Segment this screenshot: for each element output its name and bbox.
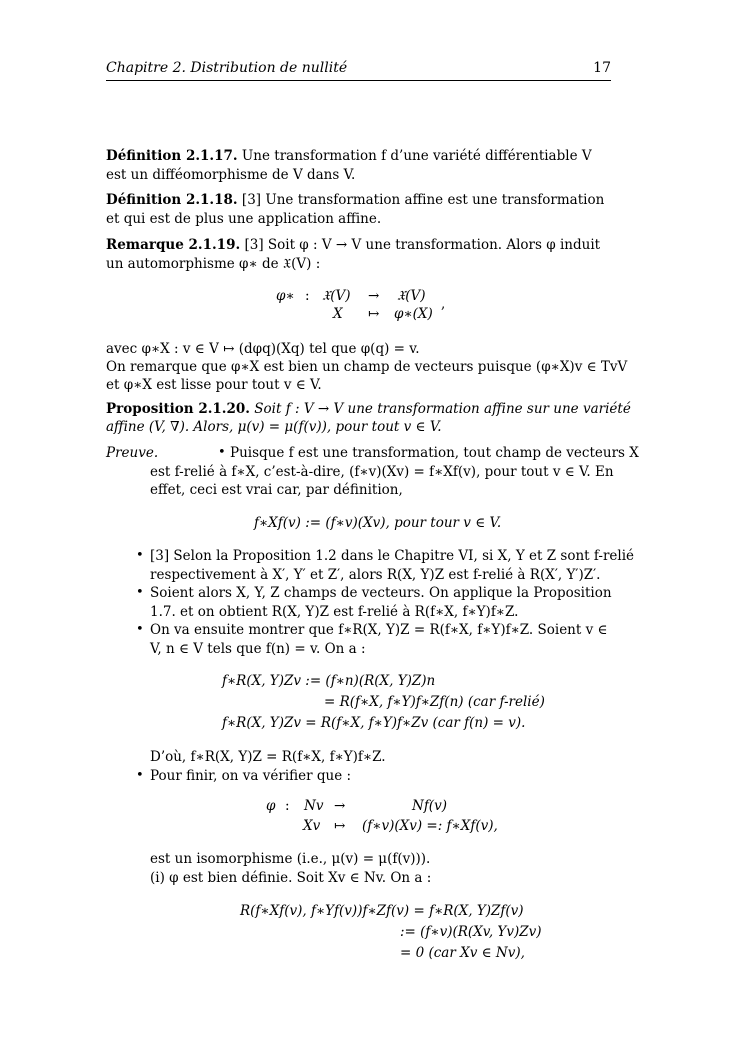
proof-bullet-text: Puisque f est une transformation, tout champ de vecteurs X [230, 445, 639, 461]
proof-bullet-text: Pour finir, on va vérifier que : [150, 768, 352, 784]
equation-line: f∗R(X, Y)Zv := (f∗n)(R(X, Y)Z)n [222, 673, 436, 689]
map-codomain: 𝔛(V) [397, 288, 426, 304]
page-number: 17 [593, 60, 611, 76]
bullet-icon: • [136, 768, 144, 783]
equation-line: := (f∗v)(R(Xv, Yv)Zv) [400, 924, 542, 940]
equation-line: f∗R(X, Y)Zv = R(f∗X, f∗Y)f∗Zv (car f(n) = v). [222, 715, 526, 731]
definition-2-1-18 [106, 191, 611, 229]
remark-text: [3] Soit φ : V → V une transformation. Alors φ induit un automorphisme φ∗ de 𝔛(V) : [106, 237, 601, 272]
proposition-label: Proposition 2.1.20. [106, 401, 250, 417]
map-arrow: → [368, 288, 380, 304]
proof-bullet-text: [3] Selon la Proposition 1.2 dans le Chapitre VI, si X, Y et Z sont f-relié [150, 548, 635, 564]
remark-detail-line: avec φ∗X : v ∈ V ↦ (dφq)(Xq) tel que φ(q) = v. [106, 341, 420, 357]
map-symbol: φ∗ [276, 288, 295, 304]
proposition-2-1-20 [106, 400, 631, 419]
proof-text-line: est un isomorphisme (i.e., μ(v) = μ(f(v))). [150, 851, 431, 867]
mapsto-symbol: ↦ [334, 818, 346, 834]
map-element: X [333, 306, 343, 322]
map-comma: , [441, 296, 446, 312]
proof-text-line: (i) φ est bien définie. Soit Xv ∈ Nv. On a : [150, 870, 432, 886]
proof-bullet-text: 1.7. et on obtient R(X, Y)Z est f-relié à R(f∗X, f∗Y)f∗Z. [150, 604, 519, 620]
definition-text: Une transformation f d’une variété différentiable V est un difféomorphisme de V dans V. [106, 148, 592, 183]
map-domain: Nv [304, 798, 324, 814]
running-header [106, 58, 611, 81]
definition-2-1-17 [106, 147, 611, 185]
proof-bullet-text: V, n ∈ V tels que f(n) = v. On a : [150, 641, 366, 657]
remark-detail-line: On remarque que φ∗X est bien un champ de vecteurs puisque (φ∗X)v ∈ TvV [106, 359, 628, 375]
map-codomain: Nf(v) [412, 798, 447, 814]
map-arrow: → [334, 798, 346, 814]
map-colon: : [305, 288, 310, 304]
proof-label: Preuve. [106, 445, 159, 461]
proposition-text-line: affine (V, ∇). Alors, μ(v) = μ(f(v)), pour tout v ∈ V. [106, 419, 442, 435]
remark-label: Remarque 2.1.19. [106, 237, 241, 253]
definition-text: [3] Une transformation affine est une transformation et qui est de plus une application affine. [106, 192, 605, 227]
proof-bullet-text: effet, ceci est vrai car, par définition, [150, 482, 403, 498]
map-image: φ∗(X) [394, 306, 433, 322]
proposition-text: Soit f : V → V une transformation affine sur une variété [254, 401, 631, 417]
remark-2-1-19 [106, 236, 611, 274]
proof-bullet-text: Soient alors X, Y, Z champs de vecteurs. On applique la Proposition [150, 585, 612, 601]
bullet-icon: • [218, 445, 226, 460]
map-domain: 𝔛(V) [322, 288, 351, 304]
proof-bullet-text: est f-relié à f∗X, c’est-à-dire, (f∗v)(Xv) = f∗Xf(v), pour tout v ∈ V. En [150, 464, 614, 480]
proof-bullet-text: respectivement à X′, Y′ et Z′, alors R(X, Y)Z est f-relié à R(X′, Y′)Z′. [150, 567, 601, 583]
equation-definition: f∗Xf(v) := (f∗v)(Xv), pour tour v ∈ V. [254, 515, 502, 531]
bullet-icon: • [136, 622, 144, 637]
definition-label: Définition 2.1.18. [106, 192, 238, 208]
proof-bullet-text: On va ensuite montrer que f∗R(X, Y)Z = R(f∗X, f∗Y)f∗Z. Soient v ∈ [150, 622, 608, 638]
map-symbol: φ [266, 798, 276, 814]
equation-line: = 0 (car Xv ∈ Nv), [400, 945, 525, 961]
equation-line: = R(f∗X, f∗Y)f∗Zf(n) (car f-relié) [324, 694, 545, 710]
remark-detail-line: et φ∗X est lisse pour tout v ∈ V. [106, 377, 322, 393]
map-colon: : [285, 798, 290, 814]
bullet-icon: • [136, 585, 144, 600]
equation-line: R(f∗Xf(v), f∗Yf(v))f∗Zf(v) = f∗R(X, Y)Zf(v) [240, 903, 524, 919]
mapsto-symbol: ↦ [368, 306, 380, 322]
map-element: Xv [303, 818, 321, 834]
proof-conclusion: D’où, f∗R(X, Y)Z = R(f∗X, f∗Y)f∗Z. [150, 749, 386, 765]
definition-label: Définition 2.1.17. [106, 148, 238, 164]
bullet-icon: • [136, 548, 144, 563]
map-image: (f∗v)(Xv) =: f∗Xf(v), [362, 818, 498, 834]
chapter-title: Chapitre 2. Distribution de nullité [106, 60, 348, 76]
